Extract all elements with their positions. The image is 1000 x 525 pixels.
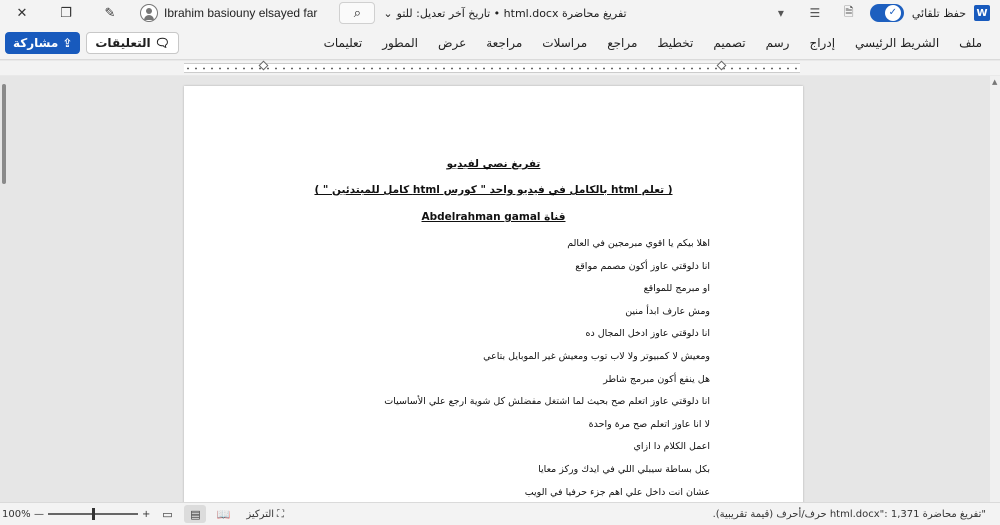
paragraph-line: هل ينفع أكون مبرمج شاطر xyxy=(603,374,710,385)
tab-help[interactable]: تعليمات xyxy=(323,35,363,50)
tab-review[interactable]: مراجعة xyxy=(486,35,523,50)
pen-icon[interactable]: ✎ xyxy=(104,5,116,21)
doc-heading-1: تفريغ نصي لفيديو xyxy=(446,158,541,170)
read-mode-icon[interactable]: 📖 xyxy=(216,507,231,521)
chevron-down-icon: ⌄ xyxy=(383,6,393,20)
character-count[interactable]: "تفريغ محاضرة html.docx": 1,371 حرف/أحرف (قيمة تقريبية). xyxy=(712,508,986,520)
zoom-slider[interactable] xyxy=(48,513,138,515)
tab-view[interactable]: عرض xyxy=(437,35,467,50)
tab-design[interactable]: تصميم xyxy=(713,35,746,50)
status-bar xyxy=(0,502,1000,525)
paragraph-line: لا انا عاوز اتعلم صح مرة واحدة xyxy=(588,419,710,430)
tab-file[interactable]: ملف xyxy=(959,35,982,50)
doc-heading-3: قناة Abdelrahman gamal xyxy=(421,211,566,223)
focus-button[interactable]: ⛶ التركيز xyxy=(246,508,285,520)
focus-icon: ⛶ xyxy=(277,508,285,520)
zoom-out-icon[interactable]: — xyxy=(34,508,44,520)
save-icon[interactable]: 🗎 xyxy=(844,4,854,19)
tab-draw[interactable]: رسم xyxy=(765,35,790,50)
document-title[interactable]: تفريغ محاضرة html.docx • تاريخ آخر تعديل: للتو ⌄ xyxy=(383,6,627,20)
title-bar xyxy=(0,0,1000,26)
user-name: Ibrahim basiouny elsayed far xyxy=(164,6,318,20)
tab-layout[interactable]: تخطيط xyxy=(657,35,694,50)
scroll-thumb[interactable] xyxy=(2,84,6,184)
right-scrollbar[interactable] xyxy=(990,76,1000,502)
ribbon-tabs xyxy=(314,36,992,50)
tab-references[interactable]: مراجع xyxy=(607,35,638,50)
autosave-toggle[interactable] xyxy=(870,4,904,22)
ruler-ticks xyxy=(184,67,800,70)
account-button[interactable] xyxy=(140,4,317,22)
paragraph-line: انا دلوقتي عاوز ادخل المجال ده xyxy=(585,328,710,339)
zoom-level[interactable]: 100% xyxy=(2,508,31,520)
doc-heading-2: ( تعلم html بالكامل في فيديو واحد " كورس html كامل للمبتدئين " ) xyxy=(314,184,673,196)
comments-button[interactable]: 🗨 التعليقات xyxy=(86,32,179,54)
autosave-label: حفظ تلقائي xyxy=(911,6,966,20)
menu-icon[interactable]: ☰ xyxy=(809,6,821,20)
horizontal-ruler[interactable] xyxy=(184,63,800,73)
document-page[interactable] xyxy=(184,86,803,516)
left-scrollbar[interactable] xyxy=(0,76,8,502)
paragraph-line: ومش عارف ابدأ منين xyxy=(625,306,710,317)
paragraph-line: عشان انت داخل علي اهم جزء حرفيا في الويب xyxy=(524,487,710,498)
paragraph-line: او مبرمج للمواقع xyxy=(643,283,710,294)
share-icon: ⇪ xyxy=(62,35,73,50)
avatar xyxy=(140,4,158,22)
paragraph-line: انا دلوقتي عاوز اتعلم صح بحيث لما اشتغل مفضلش كل شوية ارجع علي الأساسيات xyxy=(384,396,710,407)
tab-developer[interactable]: المطور xyxy=(382,35,418,50)
comment-icon: 🗨 xyxy=(154,35,170,50)
word-logo-icon: W xyxy=(974,5,990,21)
zoom-control xyxy=(34,509,150,520)
close-icon[interactable]: ✕ xyxy=(16,5,28,21)
tab-mailings[interactable]: مراسلات xyxy=(542,35,588,50)
zoom-slider-thumb[interactable] xyxy=(92,508,95,520)
ruler-bar xyxy=(0,61,1000,75)
ribbon xyxy=(0,26,1000,60)
print-layout-icon[interactable]: ▤ xyxy=(184,505,206,523)
tab-home[interactable]: الشريط الرئيسي xyxy=(855,35,940,50)
search-icon: ⌕ xyxy=(353,5,362,21)
zoom-in-icon[interactable]: + xyxy=(142,508,151,520)
paragraph-line: اعمل الكلام دا ازاي xyxy=(633,441,710,452)
paragraph-line: انا دلوقتي عاوز أكون مصمم مواقع xyxy=(575,261,710,272)
paragraph-line: ومعيش لا كمبيوتر ولا لاب توب ومعيش غير الموبايل بتاعي xyxy=(483,351,710,362)
restore-icon[interactable]: ❐ xyxy=(60,5,72,21)
chevron-down-icon[interactable]: ▾ xyxy=(777,6,784,20)
search-button[interactable] xyxy=(339,2,375,24)
web-layout-icon[interactable]: ▭ xyxy=(162,507,173,521)
share-button[interactable]: ⇪ مشاركة xyxy=(5,32,80,54)
paragraph-line: بكل بساطة سيبلي اللي في ايدك وركز معايا xyxy=(538,464,710,475)
tab-insert[interactable]: إدراج xyxy=(809,35,836,50)
scroll-up-icon[interactable]: ▲ xyxy=(992,78,998,86)
paragraph-line: اهلا بيكم يا اقوي مبرمجين في العالم xyxy=(567,238,710,249)
document-workspace xyxy=(0,76,1000,502)
